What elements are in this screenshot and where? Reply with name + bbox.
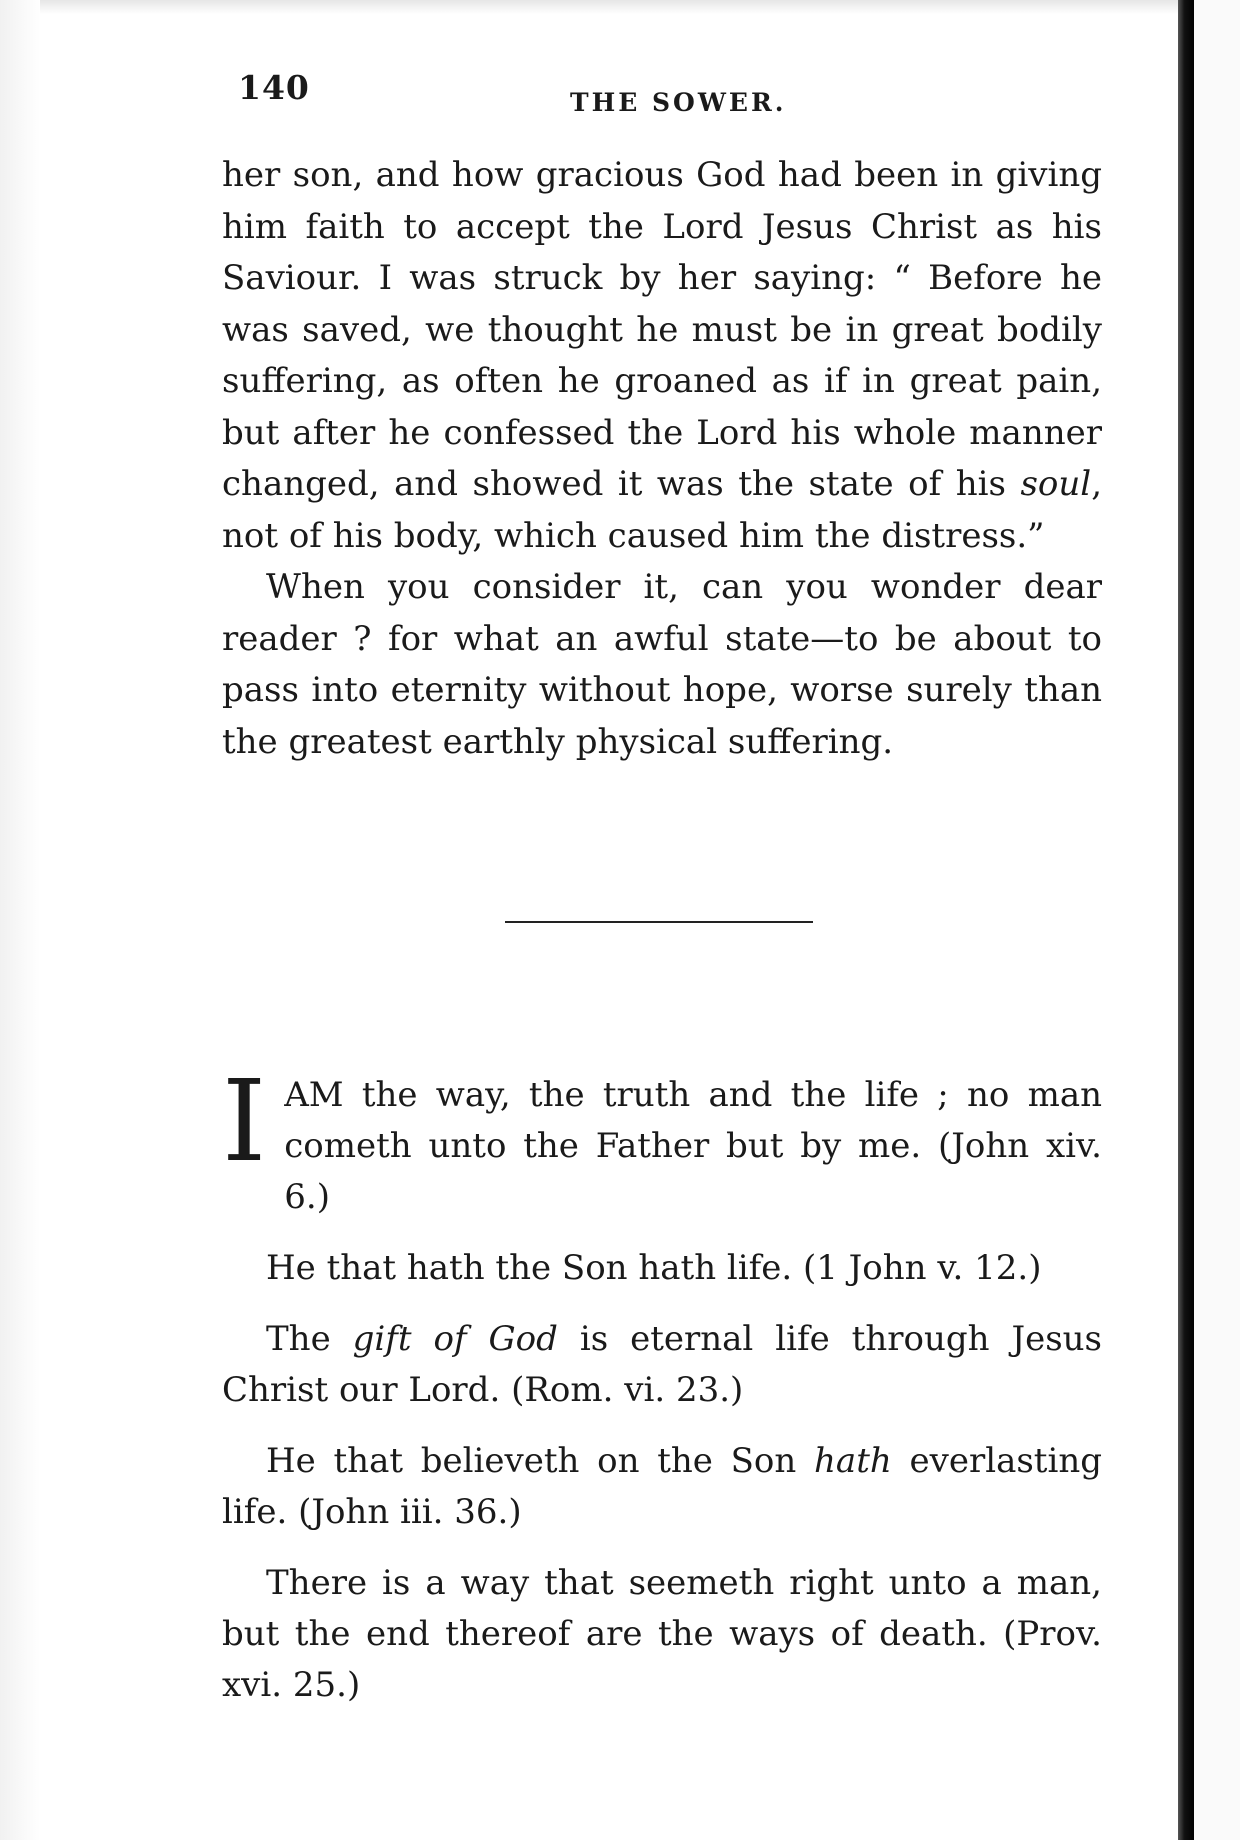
scan-top-edge [0, 0, 1240, 14]
adjacent-page-edge [1194, 0, 1240, 1840]
verse-rom-6-23 [222, 1314, 1102, 1416]
book-page [200, 60, 1120, 1800]
section-divider [505, 921, 813, 923]
scripture-verses [222, 1057, 1102, 1731]
emphasis-hath: hath [814, 1441, 892, 1481]
verse-text: AM the way, the truth and the life ; no man cometh unto the Father but by me. (John xiv. 6.) [284, 1075, 1102, 1217]
emphasis-soul: soul [1020, 464, 1092, 504]
emphasis-gift-of-god: gift of God [352, 1319, 558, 1359]
paragraph-continuation [222, 150, 1102, 562]
verse-lead: The [266, 1319, 353, 1359]
body-text [222, 150, 1102, 768]
verse-tail: is eternal life through Jesus Christ our Lord. (Rom. vi. 23.) [222, 1319, 1102, 1410]
verse-john-14-6 [222, 1057, 1102, 1223]
running-head: THE SOWER. [570, 88, 787, 117]
paragraph-reader: When you consider it, can you wonder dear reader ? for what an awful state—to be about to pass into eternity without hope, worse surely than the greatest earthly physical suffering. [222, 567, 1102, 762]
page-header [200, 60, 1120, 120]
scan-left-edge [0, 0, 40, 1840]
book-gutter [1178, 0, 1194, 1840]
verse-1-john-5-12: He that hath the Son hath life. (1 John v. 12.) [266, 1248, 1042, 1288]
paragraph-tail: , not of his body, which caused him the distress.” [222, 464, 1102, 556]
page-number: 140 [238, 68, 310, 107]
drop-cap: I [222, 1057, 267, 1187]
verse-lead: He that believeth on the Son [266, 1441, 815, 1481]
verse-john-3-36 [222, 1436, 1102, 1538]
verse-tail: everlasting life. (John iii. 36.) [222, 1441, 1102, 1532]
paragraph-lead: her son, and how gracious God had been in giving him faith to accept the Lord Jesus Christ as his Saviour. I was struck by her saying: “ Before he was saved, we thought he must be in great bodily suffering, as often he groaned as if in great pain, but after he confessed the Lord his whole manner changed, and showed it was the state of his [222, 155, 1102, 504]
verse-prov-16-25: There is a way that seemeth right unto a man, but the end thereof are the ways of death. (Prov. xvi. 25.) [222, 1563, 1102, 1705]
